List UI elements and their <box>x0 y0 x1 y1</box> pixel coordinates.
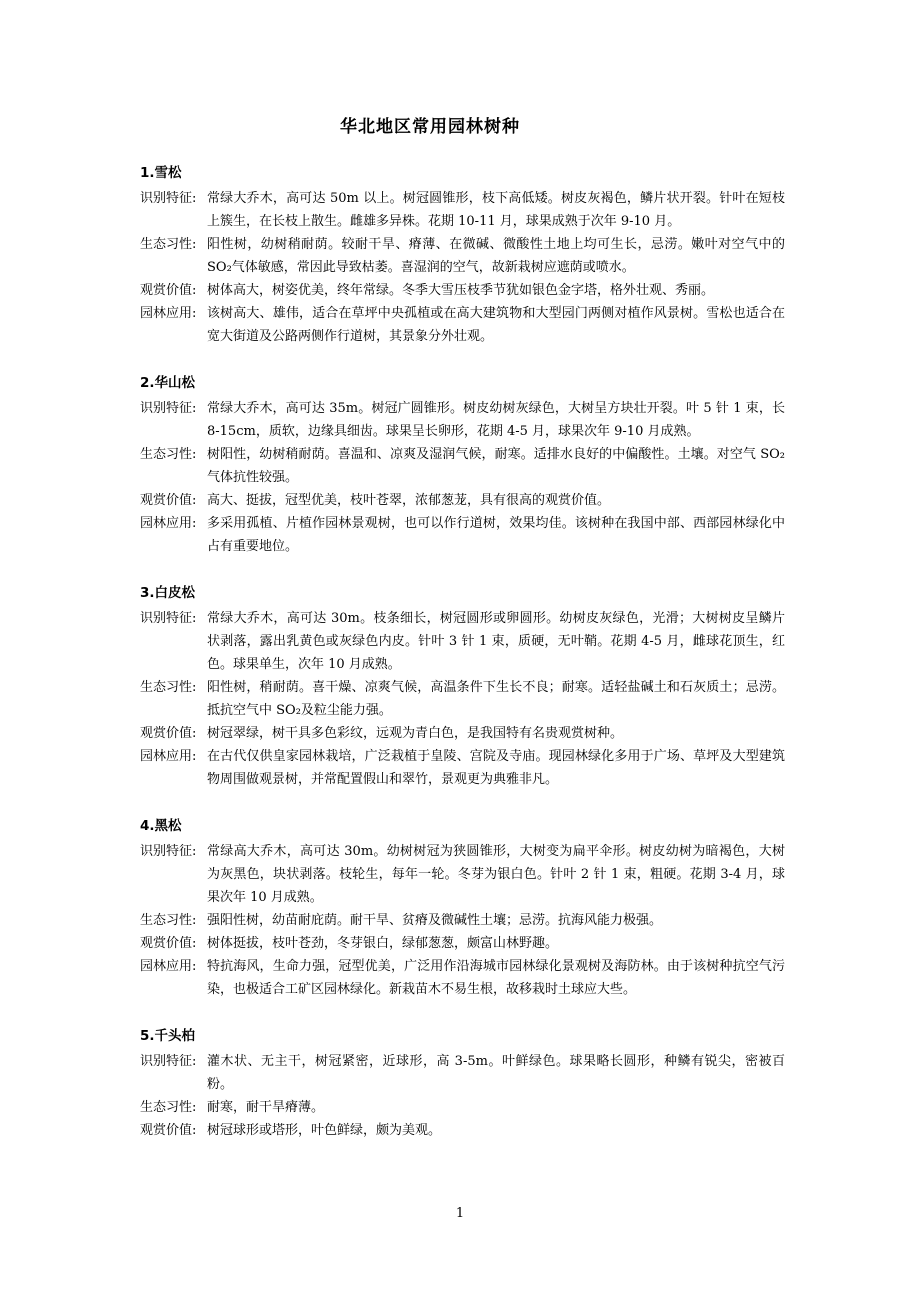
section-title: 1.雪松 <box>140 165 182 181</box>
tree-section <box>140 374 785 558</box>
attribute-row <box>140 1119 785 1142</box>
attribute-row <box>140 187 785 233</box>
attribute-label: 生态习性: <box>140 237 197 252</box>
attribute-text: 树体高大，树姿优美，终年常绿。冬季大雪压枝季节犹如银色金字塔，格外壮观、秀丽。 <box>207 283 715 298</box>
attribute-label: 识别特征: <box>140 844 197 859</box>
attribute-row <box>140 722 785 745</box>
attribute-row <box>140 840 785 909</box>
attribute-text: 灌木状、无主干，树冠紧密，近球形，高 3-5m。叶鲜绿色。球果略长圆形，种鳞有锐尖，密被百粉。 <box>207 1054 785 1092</box>
tree-section <box>140 584 785 791</box>
document-body <box>140 164 785 1168</box>
attribute-text: 阳性树，幼树稍耐荫。较耐干旱、瘠薄、在微碱、微酸性土地上均可生长，忌涝。嫩叶对空气中的 SO₂气体敏感，常因此导致枯萎。喜湿润的空气，故新栽树应遮荫或喷水。 <box>207 237 785 275</box>
attribute-row <box>140 932 785 955</box>
section-title: 4.黑松 <box>140 818 182 834</box>
attribute-row <box>140 955 785 1001</box>
attribute-text: 常绿大乔木，高可达 35m。树冠广圆锥形。树皮幼树灰绿色，大树呈方块壮开裂。叶 5 针 1 束，长 8-15cm，质软，边缘具细齿。球果呈长卵形，花期 4-5 月，球果次年 9-10 月成熟。 <box>207 401 785 439</box>
attribute-label: 生态习性: <box>140 447 197 462</box>
attribute-text: 树阳性，幼树稍耐荫。喜温和、凉爽及湿润气候，耐寒。适排水良好的中偏酸性。土壤。对空气 SO₂气体抗性较强。 <box>207 447 785 485</box>
attribute-text: 树体挺拔，枝叶苍劲，冬芽银白，绿郁葱葱，颇富山林野趣。 <box>207 936 559 951</box>
section-title: 5.千头柏 <box>140 1028 196 1044</box>
attribute-label: 园林应用: <box>140 959 197 974</box>
attribute-label: 观赏价值: <box>140 1123 197 1138</box>
attribute-text: 耐寒，耐干旱瘠薄。 <box>207 1100 325 1115</box>
attribute-row <box>140 607 785 676</box>
attribute-label: 观赏价值: <box>140 936 197 951</box>
tree-section <box>140 1027 785 1142</box>
attribute-row <box>140 443 785 489</box>
attribute-label: 识别特征: <box>140 191 197 206</box>
attribute-label: 观赏价值: <box>140 283 197 298</box>
attribute-text: 高大、挺拔，冠型优美，枝叶苍翠，浓郁葱茏，具有很高的观赏价值。 <box>207 493 611 508</box>
attribute-label: 识别特征: <box>140 401 197 416</box>
attribute-text: 树冠翠绿，树干具多色彩纹，远观为青白色，是我国特有名贵观赏树种。 <box>207 726 624 741</box>
attribute-label: 生态习性: <box>140 913 197 928</box>
attribute-text: 树冠球形或塔形，叶色鲜绿，颇为美观。 <box>207 1123 442 1138</box>
attribute-row <box>140 397 785 443</box>
attribute-label: 园林应用: <box>140 516 197 531</box>
attribute-label: 园林应用: <box>140 749 197 764</box>
attribute-row <box>140 909 785 932</box>
attribute-text: 该树高大、雄伟，适合在草坪中央孤植或在高大建筑物和大型园门两侧对植作风景树。雪松也适合在宽大街道及公路两侧作行道树，其景象分外壮观。 <box>207 306 785 344</box>
attribute-text: 常绿大乔木，高可达 50m 以上。树冠圆锥形，枝下高低矮。树皮灰褐色，鳞片状开裂。针叶在短枝上簇生，在长枝上散生。雌雄多异株。花期 10-11 月，球果成熟于次年 9-10 月。 <box>207 191 785 229</box>
attribute-text: 特抗海风，生命力强，冠型优美，广泛用作沿海城市园林绿化景观树及海防林。由于该树种抗空气污染，也极适合工矿区园林绿化。新栽苗木不易生根，故移栽时土球应大些。 <box>207 959 785 997</box>
attribute-row <box>140 489 785 512</box>
attribute-label: 观赏价值: <box>140 493 197 508</box>
attribute-text: 阳性树，稍耐荫。喜干燥、凉爽气候，高温条件下生长不良；耐寒。适轻盐碱土和石灰质土；忌涝。抵抗空气中 SO₂及粒尘能力强。 <box>207 680 785 718</box>
attribute-text: 常绿大乔木，高可达 30m。枝条细长，树冠圆形或卵圆形。幼树皮灰绿色，光滑；大树树皮呈鳞片状剥落，露出乳黄色或灰绿色内皮。针叶 3 针 1 束，质硬，无叶鞘。花期 4-5 月，雌球花顶生，红色。球果单生，次年 10 月成熟。 <box>207 611 785 672</box>
attribute-text: 强阳性树，幼苗耐庇荫。耐干旱、贫瘠及微碱性土壤；忌涝。抗海风能力极强。 <box>207 913 663 928</box>
attribute-row <box>140 512 785 558</box>
page-number: 1 <box>455 1206 465 1221</box>
attribute-label: 生态习性: <box>140 680 197 695</box>
attribute-label: 识别特征: <box>140 611 197 626</box>
attribute-row <box>140 302 785 348</box>
attribute-label: 园林应用: <box>140 306 197 321</box>
attribute-row <box>140 745 785 791</box>
attribute-row <box>140 676 785 722</box>
tree-section <box>140 817 785 1001</box>
attribute-row <box>140 279 785 302</box>
page-title: 华北地区常用园林树种 <box>340 117 520 137</box>
attribute-row <box>140 1096 785 1119</box>
attribute-text: 常绿高大乔木，高可达 30m。幼树树冠为狭圆锥形，大树变为扁平伞形。树皮幼树为暗褐色，大树为灰黑色，块状剥落。枝轮生，每年一轮。冬芽为银白色。针叶 2 针 1 束，粗硬。花期 3-4 月，球果次年 10 月成熟。 <box>207 844 785 905</box>
tree-section <box>140 164 785 348</box>
attribute-row <box>140 1050 785 1096</box>
attribute-text: 多采用孤植、片植作园林景观树，也可以作行道树，效果均佳。该树种在我国中部、西部园林绿化中占有重要地位。 <box>207 516 785 554</box>
attribute-label: 生态习性: <box>140 1100 197 1115</box>
attribute-label: 识别特征: <box>140 1054 197 1069</box>
section-title: 3.白皮松 <box>140 585 196 601</box>
section-title: 2.华山松 <box>140 375 196 391</box>
attribute-text: 在古代仅供皇家园林栽培，广泛栽植于皇陵、宫院及寺庙。现园林绿化多用于广场、草坪及大型建筑物周围做观景树，并常配置假山和翠竹，景观更为典雅非凡。 <box>207 749 785 787</box>
attribute-row <box>140 233 785 279</box>
attribute-label: 观赏价值: <box>140 726 197 741</box>
